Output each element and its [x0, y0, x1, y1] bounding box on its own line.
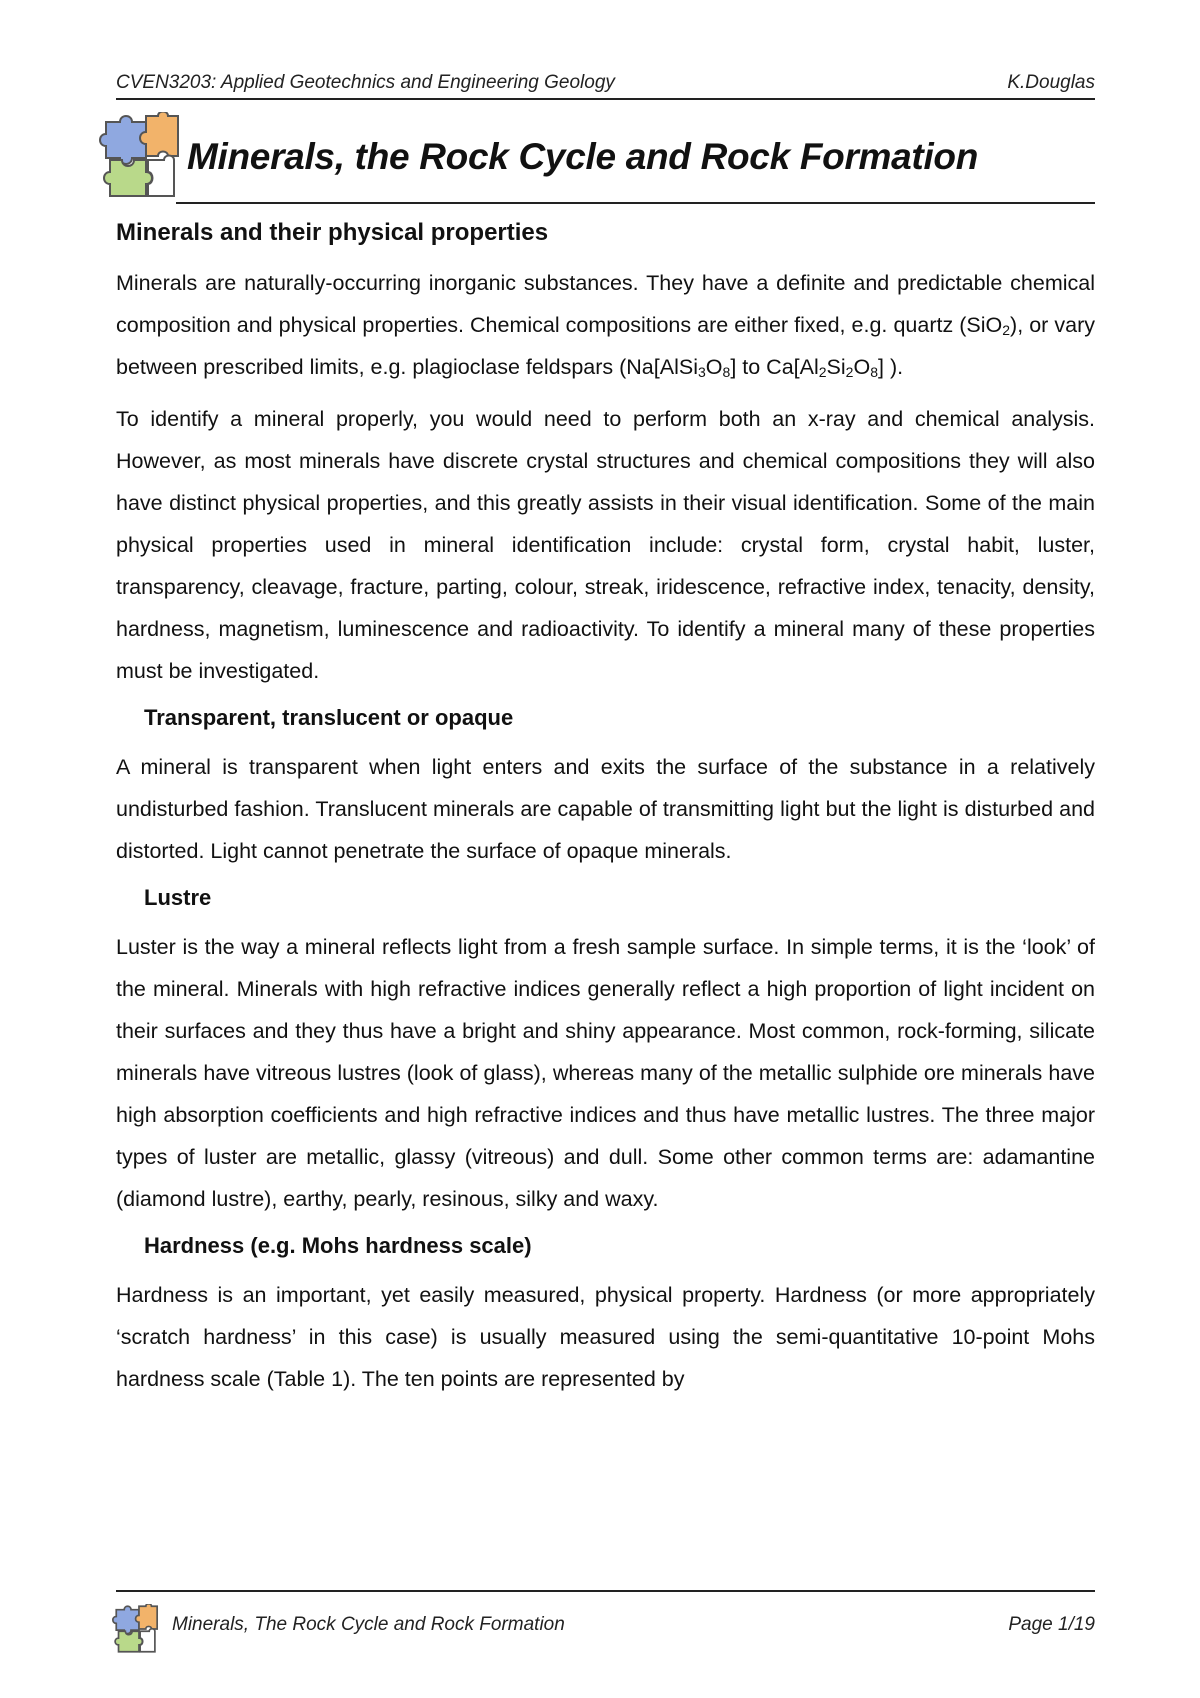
- footer-page-number: Page 1/19: [1008, 1614, 1095, 1635]
- subsection-heading-hardness: Hardness (e.g. Mohs hardness scale): [144, 1233, 532, 1258]
- page-title: Minerals, the Rock Cycle and Rock Formation: [187, 136, 979, 177]
- footer-title: Minerals, The Rock Cycle and Rock Formation: [172, 1614, 565, 1635]
- paragraph-lustre: Luster is the way a mineral reflects light from a fresh sample surface. In simple terms, it is the ‘look’ of the mineral. Minerals with high refractive indices generally reflect a high proportion of light incident on their surfaces and they thus have a bright and shiny appearance. Most common, rock-forming, silicate minerals have vitreous lustres (look of glass), whereas many of the metallic sulphide ore minerals have high absorption coefficients and high refractive indices and thus have metallic lustres. The three major types of luster are metallic, glassy (vitreous) and dull. Some other common terms are: adamantine (diamond lustre), earthy, pearly, resinous, silky and waxy.: [116, 935, 1095, 1211]
- title-block: [98, 112, 1095, 204]
- paragraph-transparency: A mineral is transparent when light enters and exits the surface of the substance in a relatively undisturbed fashion. Translucent minerals are capable of transmitting light but the light is disturbed and distorted. Light cannot penetrate the surface of opaque minerals.: [116, 755, 1095, 863]
- running-header: [116, 72, 1095, 100]
- header-course: CVEN3203: Applied Geotechnics and Engineering Geology: [116, 72, 615, 93]
- paragraph-hardness: Hardness is an important, yet easily measured, physical property. Hardness (or more appropriately ‘scratch hardness’ in this case) is usually measured using the semi-quantitative 10-point Mohs hardness scale (Table 1). The ten points are represented by: [116, 1283, 1095, 1391]
- subsection-heading-transparency: Transparent, translucent or opaque: [144, 705, 514, 730]
- subsection-heading-lustre: Lustre: [144, 885, 212, 910]
- document-content: [116, 216, 1095, 1410]
- section-heading: Minerals and their physical properties: [116, 219, 549, 246]
- paragraph-identification: To identify a mineral properly, you would need to perform both an x-ray and chemical analysis. However, as most minerals have discrete crystal structures and chemical compositions they will also have distinct physical properties, and this greatly assists in their visual identification. Some of the main physical properties used in mineral identification include: crystal form, crystal habit, luster, transparency, cleavage, fracture, parting, colour, streak, iridescence, refractive index, tenacity, density, hardness, magnetism, luminescence and radioactivity. To identify a mineral many of these properties must be investigated.: [116, 407, 1095, 683]
- document-page: [116, 0, 1095, 1698]
- puzzle-logo-small-icon: [110, 1604, 160, 1654]
- header-author: K.Douglas: [1007, 72, 1095, 93]
- title-divider: [176, 202, 1095, 204]
- puzzle-logo-icon: [98, 112, 180, 200]
- running-footer: [116, 1590, 1095, 1652]
- paragraph-minerals-definition: Minerals are naturally-occurring inorganic substances. They have a definite and predictable chemical composition and physical properties. Chemical compositions are either fixed, e.g. quartz (SiO$_2$), or vary between prescribed limits, e.g. plagioclase feldspars ($Na[AlSi_3O_8]$ to $Ca[Al_2Si_2O_8]$ ).: [116, 271, 1095, 380]
